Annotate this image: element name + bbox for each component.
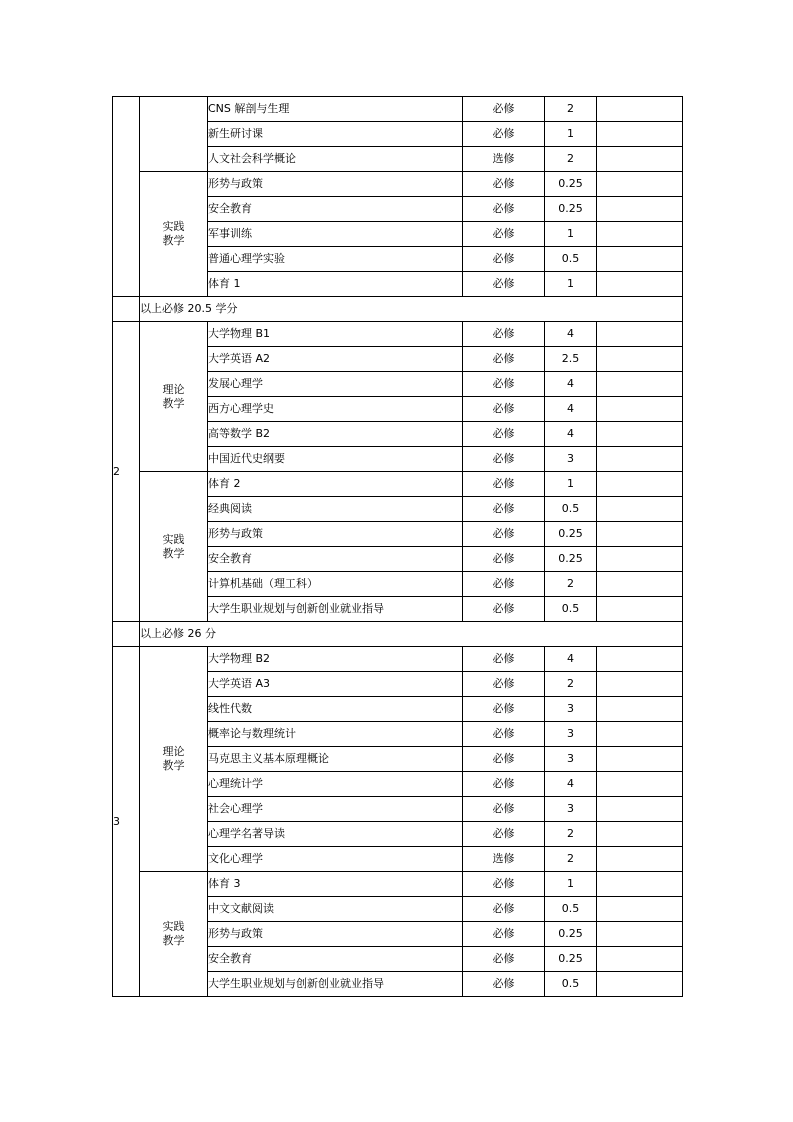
curriculum-table <box>112 96 683 997</box>
course-credit: 2 <box>545 572 597 597</box>
blank-cell <box>597 172 683 197</box>
blank-cell <box>597 847 683 872</box>
course-name: 概率论与数理统计 <box>208 722 463 747</box>
blank-cell <box>597 597 683 622</box>
course-name: 高等数学 B2 <box>208 422 463 447</box>
course-name: 西方心理学史 <box>208 397 463 422</box>
course-type: 必修 <box>463 372 545 397</box>
course-credit: 0.25 <box>545 547 597 572</box>
blank-cell <box>597 322 683 347</box>
course-type: 必修 <box>463 97 545 122</box>
course-credit: 3 <box>545 747 597 772</box>
course-credit: 3 <box>545 722 597 747</box>
course-type: 必修 <box>463 247 545 272</box>
category-cell <box>140 172 208 297</box>
blank-cell <box>597 447 683 472</box>
course-credit: 1 <box>545 872 597 897</box>
course-name: 人文社会科学概论 <box>208 147 463 172</box>
blank-cell <box>597 772 683 797</box>
summary-row <box>113 297 683 322</box>
category-label: 理论 <box>162 382 185 396</box>
curriculum-table-body <box>113 97 683 997</box>
course-name: 新生研讨课 <box>208 122 463 147</box>
course-type: 必修 <box>463 322 545 347</box>
course-name: 经典阅读 <box>208 497 463 522</box>
category-cell <box>140 872 208 997</box>
blank-cell <box>597 472 683 497</box>
course-credit: 3 <box>545 797 597 822</box>
course-name: 体育 2 <box>208 472 463 497</box>
summary-spacer <box>113 297 140 322</box>
course-name: 中文文献阅读 <box>208 897 463 922</box>
category-label: 理论 <box>162 745 185 758</box>
category-label: 实践 <box>162 220 185 233</box>
course-type: 必修 <box>463 197 545 222</box>
blank-cell <box>597 697 683 722</box>
course-credit: 3 <box>545 447 597 472</box>
course-type: 必修 <box>463 947 545 972</box>
course-credit: 0.5 <box>545 497 597 522</box>
course-type: 必修 <box>463 897 545 922</box>
course-type: 必修 <box>463 472 545 497</box>
course-type: 选修 <box>463 147 545 172</box>
course-type: 必修 <box>463 122 545 147</box>
course-credit: 2 <box>545 97 597 122</box>
table-row <box>113 647 683 672</box>
course-credit: 0.25 <box>545 172 597 197</box>
course-name: 体育 1 <box>208 272 463 297</box>
course-type: 必修 <box>463 347 545 372</box>
course-type: 必修 <box>463 572 545 597</box>
table-row <box>113 172 683 197</box>
blank-cell <box>597 672 683 697</box>
course-credit: 1 <box>545 222 597 247</box>
course-name: 社会心理学 <box>208 797 463 822</box>
blank-cell <box>597 347 683 372</box>
blank-cell <box>597 222 683 247</box>
blank-cell <box>597 522 683 547</box>
course-name: 发展心理学 <box>208 372 463 397</box>
course-type: 必修 <box>463 722 545 747</box>
course-credit: 2 <box>545 672 597 697</box>
course-type: 必修 <box>463 747 545 772</box>
course-name: 普通心理学实验 <box>208 247 463 272</box>
blank-cell <box>597 872 683 897</box>
blank-cell <box>597 197 683 222</box>
blank-cell <box>597 572 683 597</box>
semester-cell: 3 <box>113 647 140 997</box>
course-credit: 4 <box>545 397 597 422</box>
course-type: 必修 <box>463 822 545 847</box>
course-credit: 2 <box>545 847 597 872</box>
blank-cell <box>597 947 683 972</box>
course-credit: 2.5 <box>545 347 597 372</box>
course-name: 大学生职业规划与创新创业就业指导 <box>208 597 463 622</box>
course-name: 军事训练 <box>208 222 463 247</box>
course-type: 必修 <box>463 797 545 822</box>
course-name: 安全教育 <box>208 947 463 972</box>
course-credit: 1 <box>545 472 597 497</box>
blank-cell <box>597 272 683 297</box>
course-credit: 0.5 <box>545 597 597 622</box>
course-name: 心理统计学 <box>208 772 463 797</box>
course-credit: 4 <box>545 372 597 397</box>
category-cell <box>140 97 208 172</box>
blank-cell <box>597 147 683 172</box>
course-type: 必修 <box>463 172 545 197</box>
blank-cell <box>597 647 683 672</box>
course-name: 大学物理 B1 <box>208 322 463 347</box>
course-type: 必修 <box>463 547 545 572</box>
course-type: 必修 <box>463 972 545 997</box>
course-credit: 0.5 <box>545 247 597 272</box>
course-credit: 0.5 <box>545 972 597 997</box>
category-label: 教学 <box>162 396 185 410</box>
summary-spacer <box>113 622 140 647</box>
course-type: 必修 <box>463 872 545 897</box>
category-label: 实践 <box>162 920 185 933</box>
course-credit: 4 <box>545 422 597 447</box>
category-label: 教学 <box>162 759 185 772</box>
category-cell <box>140 322 208 472</box>
table-row <box>113 97 683 122</box>
table-row <box>113 472 683 497</box>
blank-cell <box>597 397 683 422</box>
semester-cell: 2 <box>113 322 140 622</box>
course-name: 文化心理学 <box>208 847 463 872</box>
course-type: 必修 <box>463 672 545 697</box>
category-label: 教学 <box>162 546 185 560</box>
blank-cell <box>597 422 683 447</box>
course-name: 线性代数 <box>208 697 463 722</box>
course-type: 必修 <box>463 222 545 247</box>
blank-cell <box>597 747 683 772</box>
summary-row <box>113 622 683 647</box>
course-type: 必修 <box>463 422 545 447</box>
course-name: 大学英语 A3 <box>208 672 463 697</box>
course-credit: 0.25 <box>545 922 597 947</box>
blank-cell <box>597 822 683 847</box>
course-credit: 4 <box>545 647 597 672</box>
course-credit: 2 <box>545 822 597 847</box>
course-credit: 1 <box>545 122 597 147</box>
blank-cell <box>597 797 683 822</box>
course-credit: 4 <box>545 772 597 797</box>
course-name: 大学物理 B2 <box>208 647 463 672</box>
course-name: 安全教育 <box>208 547 463 572</box>
course-type: 必修 <box>463 522 545 547</box>
course-credit: 1 <box>545 272 597 297</box>
course-type: 必修 <box>463 397 545 422</box>
course-credit: 0.25 <box>545 197 597 222</box>
course-type: 必修 <box>463 497 545 522</box>
course-type: 必修 <box>463 272 545 297</box>
blank-cell <box>597 922 683 947</box>
course-type: 选修 <box>463 847 545 872</box>
course-name: 大学英语 A2 <box>208 347 463 372</box>
course-type: 必修 <box>463 922 545 947</box>
course-type: 必修 <box>463 447 545 472</box>
course-type: 必修 <box>463 772 545 797</box>
blank-cell <box>597 122 683 147</box>
table-row <box>113 322 683 347</box>
category-cell <box>140 647 208 872</box>
course-name: 计算机基础（理工科） <box>208 572 463 597</box>
blank-cell <box>597 497 683 522</box>
summary-text: 以上必修 26 分 <box>140 622 683 647</box>
course-type: 必修 <box>463 697 545 722</box>
course-name: 大学生职业规划与创新创业就业指导 <box>208 972 463 997</box>
course-name: 马克思主义基本原理概论 <box>208 747 463 772</box>
course-credit: 0.5 <box>545 897 597 922</box>
table-row <box>113 872 683 897</box>
course-credit: 0.25 <box>545 522 597 547</box>
blank-cell <box>597 97 683 122</box>
category-label: 实践 <box>162 532 185 546</box>
course-type: 必修 <box>463 597 545 622</box>
course-type: 必修 <box>463 647 545 672</box>
course-name: 安全教育 <box>208 197 463 222</box>
course-name: 形势与政策 <box>208 522 463 547</box>
blank-cell <box>597 897 683 922</box>
course-credit: 0.25 <box>545 947 597 972</box>
category-cell <box>140 472 208 622</box>
course-name: CNS 解剖与生理 <box>208 97 463 122</box>
course-name: 形势与政策 <box>208 922 463 947</box>
blank-cell <box>597 247 683 272</box>
blank-cell <box>597 372 683 397</box>
semester-cell <box>113 97 140 297</box>
category-label: 教学 <box>162 234 185 247</box>
course-name: 中国近代史纲要 <box>208 447 463 472</box>
course-name: 心理学名著导读 <box>208 822 463 847</box>
course-name: 体育 3 <box>208 872 463 897</box>
blank-cell <box>597 547 683 572</box>
category-label: 教学 <box>162 934 185 947</box>
blank-cell <box>597 972 683 997</box>
blank-cell <box>597 722 683 747</box>
course-credit: 3 <box>545 697 597 722</box>
course-credit: 4 <box>545 322 597 347</box>
course-name: 形势与政策 <box>208 172 463 197</box>
summary-text: 以上必修 20.5 学分 <box>140 297 683 322</box>
course-credit: 2 <box>545 147 597 172</box>
